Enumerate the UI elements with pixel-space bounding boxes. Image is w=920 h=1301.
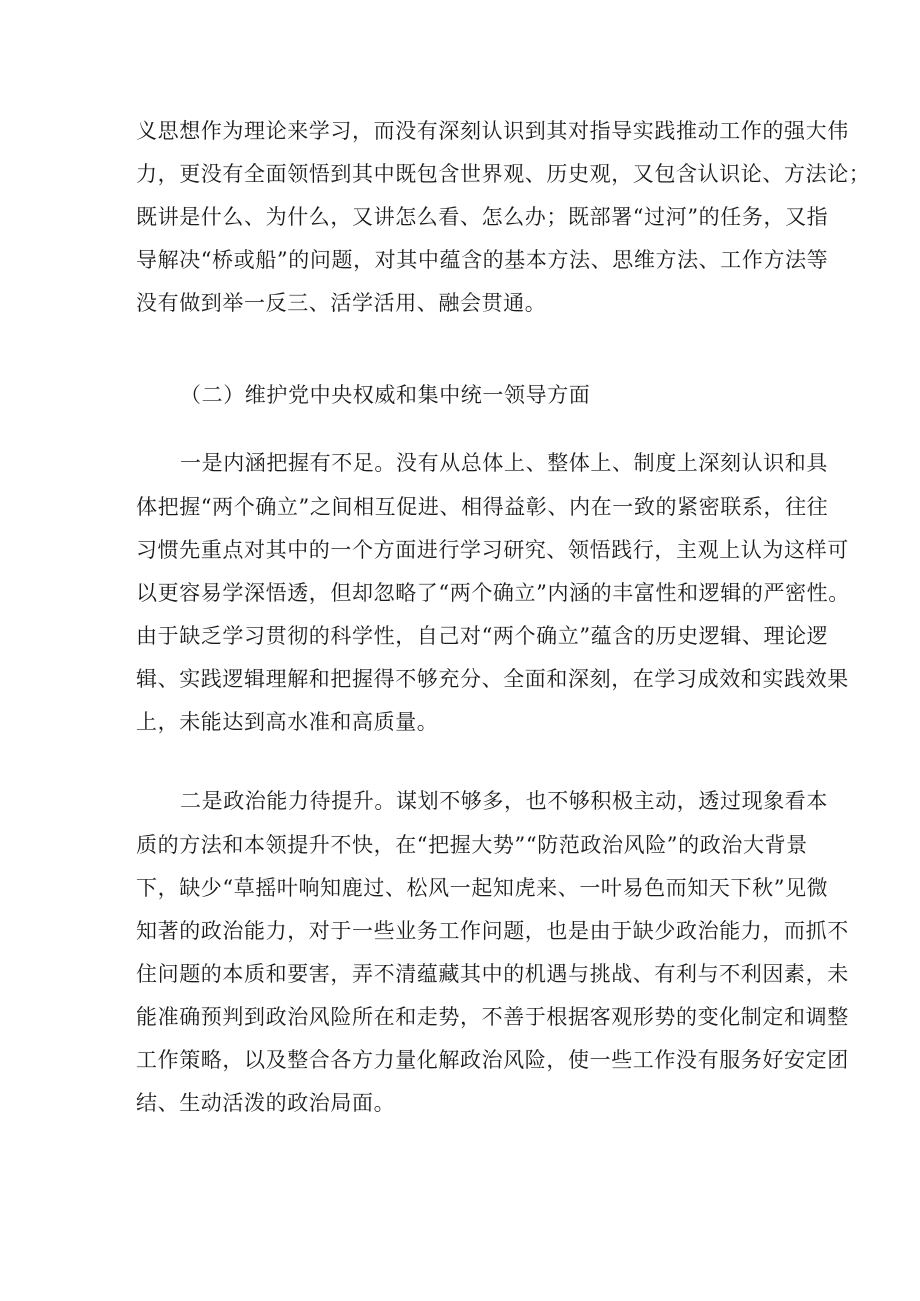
section-heading: （二）维护党中央权威和集中统一领导方面: [180, 383, 591, 407]
text-line: 辑、实践逻辑理解和把握得不够充分、全面和深刻，在学习成效和实践效果: [136, 667, 849, 691]
text-line: 以更容易学深悟透，但却忽略了“两个确立”内涵的丰富性和逻辑的严密性。: [136, 581, 850, 605]
text-line: 导解决“桥或船”的问题，对其中蕴含的基本方法、思维方法、工作方法等: [136, 248, 829, 272]
text-line: 上，未能达到高水准和高质量。: [136, 710, 439, 734]
text-line: 习惯先重点对其中的一个方面进行学习研究、领悟践行，主观上认为这样可: [136, 538, 849, 562]
text-line: 工作策略，以及整合各方力量化解政治风险，使一些工作没有服务好安定团: [136, 1048, 849, 1072]
text-line: 既讲是什么、为什么，又讲怎么看、怎么办；既部署“过河”的任务，又指: [136, 205, 829, 229]
text-line: 结、生动活泼的政治局面。: [136, 1091, 396, 1115]
text-line: 没有做到举一反三、活学活用、融会贯通。: [136, 291, 547, 315]
text-line: 质的方法和本领提升不快，在“把握大势”“防范政治风险”的政治大背景: [136, 833, 808, 857]
text-line: 下，缺少“草摇叶响知鹿过、松风一起知虎来、一叶易色而知天下秋”见微: [136, 876, 829, 900]
text-line: 二是政治能力待提升。谋划不够多，也不够积极主动，透过现象看本: [180, 789, 828, 813]
text-line: 能准确预判到政治风险所在和走势，不善于根据客观形势的变化制定和调整: [136, 1005, 849, 1029]
text-line: 义思想作为理论来学习，而没有深刻认识到其对指导实践推动工作的强大伟: [136, 119, 849, 143]
text-line: 力，更没有全面领悟到其中既包含世界观、历史观，又包含认识论、方法论；: [136, 162, 871, 186]
text-line: 知著的政治能力，对于一些业务工作问题，也是由于缺少政治能力，而抓不: [136, 919, 849, 943]
text-line: 体把握“两个确立”之间相互促进、相得益彰、内在一致的紧密联系，往往: [136, 495, 829, 519]
text-line: 一是内涵把握有不足。没有从总体上、整体上、制度上深刻认识和具: [180, 451, 828, 475]
text-line: 由于缺乏学习贯彻的科学性，自己对“两个确立”蕴含的历史逻辑、理论逻: [136, 624, 829, 648]
text-line: 住问题的本质和要害，弄不清蕴藏其中的机遇与挑战、有利与不利因素，未: [136, 962, 849, 986]
